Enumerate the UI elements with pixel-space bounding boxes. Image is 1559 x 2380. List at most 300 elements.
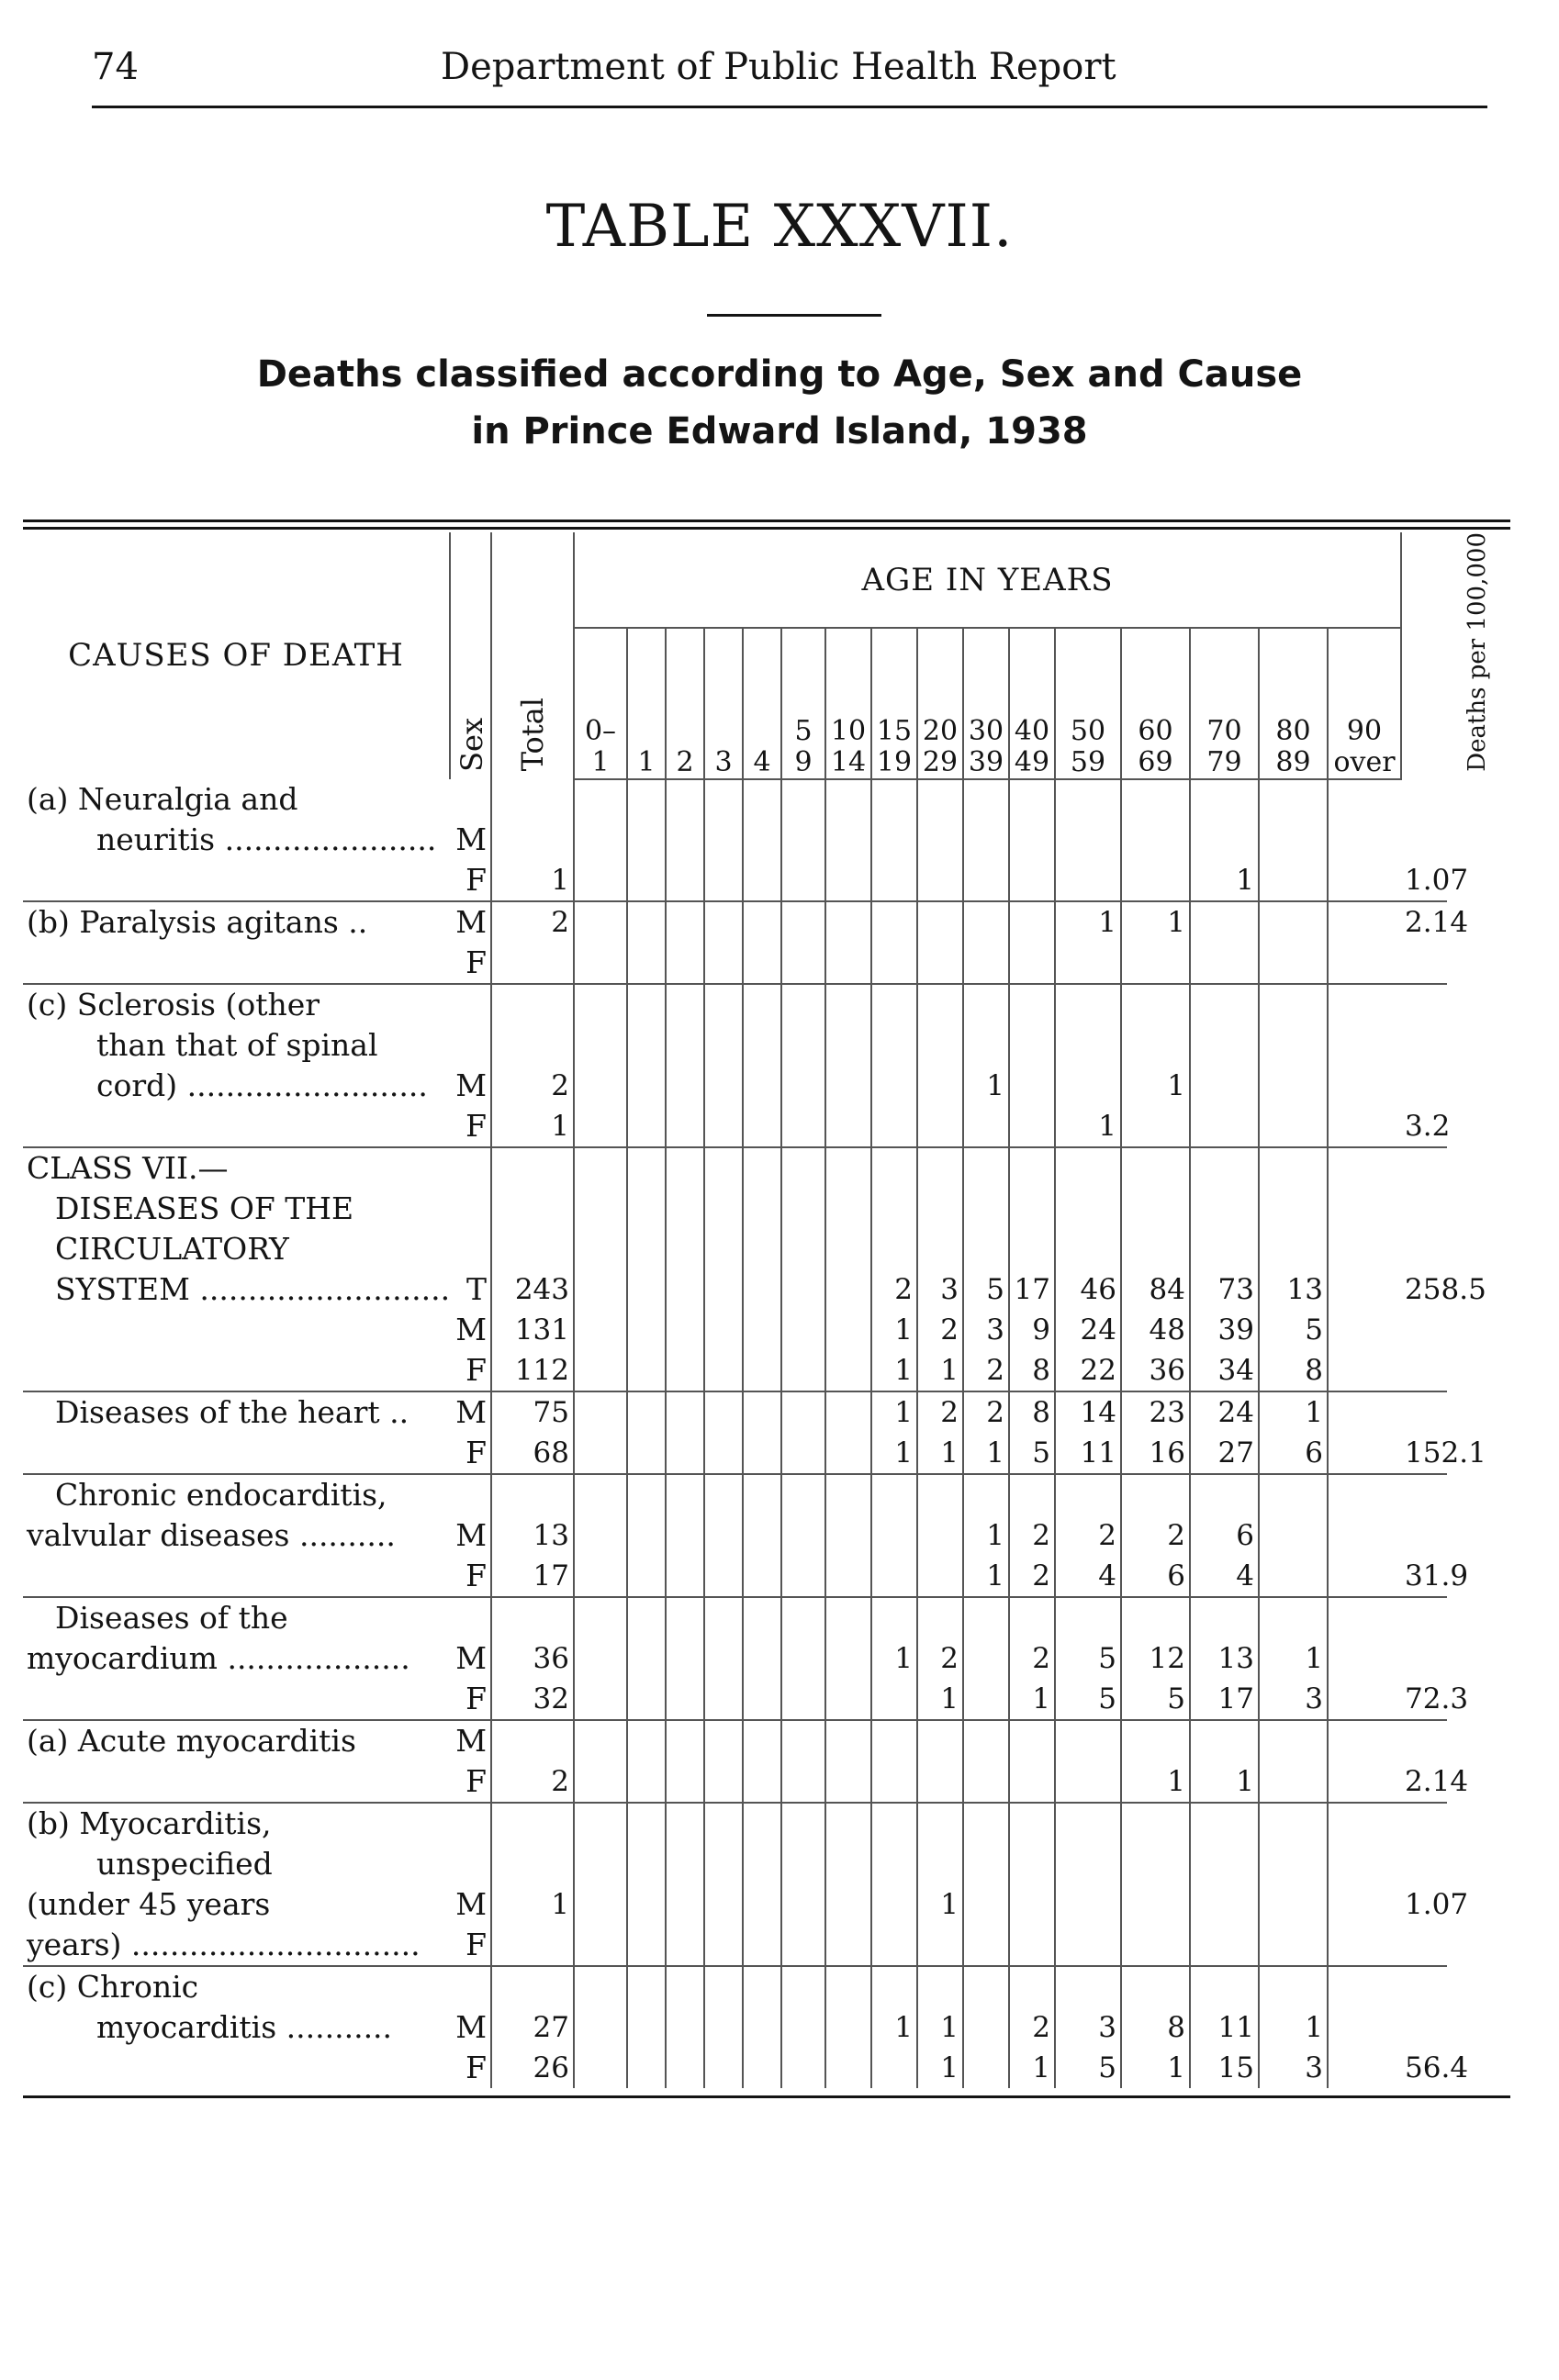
age-count-cell: 6 xyxy=(1190,1515,1259,1556)
table-row xyxy=(23,1966,1552,2007)
age-count-cell: 15 xyxy=(1190,2048,1259,2088)
age-count-cell xyxy=(825,1310,871,1350)
age-count-cell xyxy=(825,1597,871,1638)
rate-cell xyxy=(1401,1310,1447,1350)
age-count-cell xyxy=(666,1679,704,1720)
total-cell xyxy=(491,820,574,860)
age-count-cell xyxy=(1328,984,1401,1025)
cause-of-death: unspecified xyxy=(96,1845,273,1882)
age-count-cell: 27 xyxy=(1190,1433,1259,1474)
table-row xyxy=(23,901,1552,943)
age-count-cell xyxy=(1259,1966,1328,2007)
age-count-cell xyxy=(871,1925,917,1966)
table-row xyxy=(23,1229,1552,1269)
sex-cell xyxy=(450,1025,491,1066)
age-count-cell xyxy=(743,1474,781,1515)
table-row xyxy=(23,1433,1552,1474)
age-count-cell xyxy=(627,1966,666,2007)
age-count-cell: 22 xyxy=(1055,1350,1121,1391)
table-row xyxy=(23,1025,1552,1066)
age-count-cell: 1 xyxy=(917,2007,963,2048)
age-count-cell xyxy=(871,860,917,901)
age-count-cell xyxy=(781,1720,825,1761)
age-count-cell xyxy=(1009,901,1055,943)
age-count-cell xyxy=(1009,820,1055,860)
sex-cell: F xyxy=(450,1925,491,1966)
total-cell xyxy=(491,984,574,1025)
age-count-cell: 2 xyxy=(963,1391,1009,1433)
total-cell xyxy=(491,1720,574,1761)
rate-cell xyxy=(1401,1350,1447,1391)
age-count-cell: 1 xyxy=(917,2048,963,2088)
age-count-cell xyxy=(666,1391,704,1433)
age-count-cell xyxy=(1328,1310,1401,1350)
age-count-cell: 1 xyxy=(871,1638,917,1679)
table-row xyxy=(23,1761,1552,1803)
cause-of-death: (b) Myocarditis, xyxy=(27,1805,272,1841)
age-count-cell xyxy=(963,1474,1009,1515)
sex-cell: M xyxy=(455,903,487,940)
cause-of-death: (under 45 years xyxy=(27,1885,271,1922)
age-count-cell xyxy=(781,1391,825,1433)
age-count-cell xyxy=(666,1884,704,1925)
rate-cell xyxy=(1401,1189,1447,1229)
table-row xyxy=(23,2048,1552,2088)
table-row xyxy=(23,1720,1552,1761)
rate-cell xyxy=(1401,1844,1447,1884)
age-count-cell xyxy=(704,860,743,901)
age-count-cell xyxy=(1259,1720,1328,1761)
age-count-cell xyxy=(963,1679,1009,1720)
age-count-cell xyxy=(704,1269,743,1310)
table-row xyxy=(23,1679,1552,1720)
age-count-cell: 4 xyxy=(1055,1556,1121,1597)
age-group-start: 5 xyxy=(794,714,813,747)
age-count-cell xyxy=(825,1025,871,1066)
age-count-cell xyxy=(1121,1884,1190,1925)
age-count-cell: 1 xyxy=(917,1679,963,1720)
age-count-cell xyxy=(963,901,1009,943)
rate-cell xyxy=(1401,1229,1447,1269)
sex-cell: M xyxy=(455,2008,487,2045)
age-count-cell xyxy=(871,1803,917,1844)
age-count-cell: 1 xyxy=(1121,901,1190,943)
age-count-cell xyxy=(781,1433,825,1474)
age-count-cell xyxy=(917,1229,963,1269)
rate-cell: 72.3 xyxy=(1401,1679,1447,1720)
age-count-cell xyxy=(574,1474,627,1515)
age-count-cell xyxy=(1259,1066,1328,1106)
age-count-cell xyxy=(1328,1884,1401,1925)
age-count-cell xyxy=(917,1761,963,1803)
age-count-cell xyxy=(666,2007,704,2048)
rate-cell xyxy=(1401,1391,1447,1433)
total-cell: 131 xyxy=(491,1310,574,1350)
rate-cell xyxy=(1401,984,1447,1025)
age-count-cell xyxy=(825,1350,871,1391)
cause-of-death: CLASS VII.— xyxy=(27,1149,229,1186)
age-count-cell xyxy=(574,943,627,984)
age-count-cell: 2 xyxy=(1009,2007,1055,2048)
age-count-cell xyxy=(871,1025,917,1066)
table-row xyxy=(23,1066,1552,1106)
age-count-cell xyxy=(781,1025,825,1066)
age-count-cell xyxy=(627,1556,666,1597)
table-row xyxy=(23,1350,1552,1391)
sex-cell xyxy=(450,1844,491,1884)
age-count-cell: 8 xyxy=(1009,1350,1055,1391)
age-count-cell xyxy=(1328,1350,1401,1391)
age-count-cell xyxy=(1328,1556,1401,1597)
age-count-cell xyxy=(1328,1474,1401,1515)
total-cell: 32 xyxy=(491,1679,574,1720)
age-count-cell xyxy=(666,1189,704,1229)
age-count-cell: 2 xyxy=(1009,1515,1055,1556)
age-count-cell xyxy=(666,860,704,901)
age-count-cell xyxy=(963,1966,1009,2007)
age-count-cell xyxy=(574,1803,627,1844)
age-count-cell xyxy=(704,2007,743,2048)
age-count-cell: 8 xyxy=(1009,1391,1055,1433)
rate-cell: 1.07 xyxy=(1405,1887,1469,1921)
age-count-cell: 17 xyxy=(1009,1269,1055,1310)
age-count-cell xyxy=(917,860,963,901)
age-group-end: 79 xyxy=(1206,745,1242,778)
sex-cell: M xyxy=(455,1311,487,1347)
age-count-cell xyxy=(574,1515,627,1556)
age-count-cell xyxy=(743,1761,781,1803)
age-count-cell xyxy=(704,1515,743,1556)
age-count-cell: 2 xyxy=(1009,1638,1055,1679)
age-count-cell xyxy=(871,1229,917,1269)
age-count-cell xyxy=(781,1803,825,1844)
age-count-cell xyxy=(781,1515,825,1556)
sex-cell: M xyxy=(455,1885,487,1922)
cause-of-death: (a) Neuralgia and xyxy=(27,780,298,817)
age-group-start: 90 xyxy=(1346,714,1383,747)
age-count-cell xyxy=(1259,1189,1328,1229)
age-count-cell xyxy=(743,1966,781,2007)
age-count-cell xyxy=(917,1515,963,1556)
age-count-cell: 5 xyxy=(1259,1310,1328,1350)
age-count-cell xyxy=(1121,1597,1190,1638)
age-count-cell xyxy=(666,943,704,984)
age-count-cell xyxy=(666,1597,704,1638)
age-count-cell: 12 xyxy=(1121,1638,1190,1679)
sex-cell: M xyxy=(455,1639,487,1676)
age-count-cell xyxy=(781,943,825,984)
age-count-cell xyxy=(743,984,781,1025)
age-count-cell xyxy=(871,943,917,984)
age-count-cell xyxy=(704,1310,743,1350)
age-count-cell xyxy=(1121,860,1190,901)
cause-of-death: myocarditis ........... xyxy=(96,2008,393,2045)
age-count-cell xyxy=(1328,860,1401,901)
age-count-cell xyxy=(1190,1189,1259,1229)
age-count-cell xyxy=(963,1803,1009,1844)
age-count-cell xyxy=(666,1803,704,1844)
age-count-cell: 1 xyxy=(871,1433,917,1474)
age-count-cell xyxy=(1259,1761,1328,1803)
age-count-cell xyxy=(963,860,1009,901)
age-count-cell xyxy=(627,1269,666,1310)
age-count-cell xyxy=(781,1474,825,1515)
age-count-cell: 2 xyxy=(917,1391,963,1433)
age-count-cell xyxy=(666,1966,704,2007)
age-count-cell xyxy=(1328,1391,1401,1433)
age-count-cell xyxy=(1121,1229,1190,1269)
age-group-start: 80 xyxy=(1275,714,1311,747)
age-count-cell xyxy=(1121,1925,1190,1966)
age-count-cell: 4 xyxy=(1190,1556,1259,1597)
age-count-cell xyxy=(1259,1147,1328,1189)
cause-of-death: neuritis ...................... xyxy=(96,821,437,857)
sex-cell xyxy=(450,779,491,820)
age-count-cell xyxy=(781,1147,825,1189)
age-count-cell xyxy=(574,1350,627,1391)
cause-of-death: (b) Paralysis agitans .. xyxy=(27,903,368,940)
age-count-cell xyxy=(917,1720,963,1761)
total-cell: 36 xyxy=(491,1638,574,1679)
age-count-cell xyxy=(627,1720,666,1761)
cause-of-death xyxy=(23,1106,450,1147)
age-count-cell: 1 xyxy=(1121,1761,1190,1803)
age-count-cell xyxy=(743,1844,781,1884)
age-count-cell xyxy=(781,1310,825,1350)
age-count-cell xyxy=(917,901,963,943)
sex-cell: T xyxy=(465,1270,487,1307)
age-count-cell xyxy=(666,1638,704,1679)
sex-cell: F xyxy=(465,2049,487,2085)
age-count-cell xyxy=(743,820,781,860)
age-count-cell xyxy=(1328,1761,1401,1803)
age-count-cell xyxy=(574,1391,627,1433)
age-count-cell xyxy=(743,1597,781,1638)
rate-cell: 2.14 xyxy=(1405,905,1469,939)
age-count-cell xyxy=(1190,1474,1259,1515)
age-count-cell xyxy=(917,1597,963,1638)
age-count-cell xyxy=(1190,1720,1259,1761)
age-count-cell xyxy=(1009,1106,1055,1147)
table-row xyxy=(23,1147,1552,1189)
age-count-cell xyxy=(704,1474,743,1515)
age-count-cell: 1 xyxy=(871,1350,917,1391)
age-count-cell xyxy=(1121,984,1190,1025)
sex-cell: M xyxy=(455,821,487,857)
rate-cell: 3.2 xyxy=(1401,1106,1447,1147)
cause-of-death: SYSTEM .......................... xyxy=(55,1270,451,1307)
age-count-cell xyxy=(1009,1229,1055,1269)
age-count-cell xyxy=(1121,1106,1190,1147)
rate-cell xyxy=(1401,1066,1447,1106)
age-count-cell xyxy=(704,820,743,860)
age-count-cell xyxy=(743,1638,781,1679)
age-count-cell xyxy=(704,1638,743,1679)
table-bottom-rule xyxy=(23,2095,1510,2098)
age-count-cell xyxy=(666,1066,704,1106)
age-count-cell xyxy=(781,1556,825,1597)
age-count-cell xyxy=(917,1066,963,1106)
age-count-cell xyxy=(743,1925,781,1966)
age-group-start: 10 xyxy=(830,714,867,747)
age-count-cell xyxy=(1055,779,1121,820)
table-row xyxy=(23,1515,1552,1556)
age-count-cell xyxy=(574,1147,627,1189)
age-count-cell xyxy=(1259,1844,1328,1884)
age-count-cell xyxy=(574,779,627,820)
age-count-cell xyxy=(666,1350,704,1391)
age-count-cell: 2 xyxy=(1009,1556,1055,1597)
age-count-cell: 1 xyxy=(917,1433,963,1474)
age-count-cell xyxy=(743,1803,781,1844)
age-count-cell xyxy=(1328,901,1401,943)
age-count-cell xyxy=(1259,984,1328,1025)
sex-cell xyxy=(450,1966,491,2007)
rate-cell: 258.5 xyxy=(1405,1272,1486,1306)
title-rule xyxy=(707,314,881,317)
age-count-cell xyxy=(743,1720,781,1761)
age-count-cell: 5 xyxy=(1009,1433,1055,1474)
age-count-cell xyxy=(1009,1025,1055,1066)
age-count-cell xyxy=(666,1433,704,1474)
rate-cell xyxy=(1401,1638,1447,1679)
age-group-header xyxy=(743,628,781,779)
age-count-cell xyxy=(871,779,917,820)
age-count-cell xyxy=(666,1147,704,1189)
age-count-cell xyxy=(1055,860,1121,901)
age-count-cell xyxy=(1009,1066,1055,1106)
total-cell: 1 xyxy=(491,860,574,901)
age-count-cell xyxy=(1190,779,1259,820)
age-count-cell xyxy=(781,1189,825,1229)
age-count-cell: 2 xyxy=(963,1350,1009,1391)
sex-cell xyxy=(450,1597,491,1638)
age-group-start: 50 xyxy=(1070,714,1106,747)
age-group-header xyxy=(1259,628,1328,779)
age-count-cell xyxy=(871,1147,917,1189)
age-count-cell xyxy=(627,1229,666,1269)
age-count-cell: 1 xyxy=(917,1884,963,1925)
age-count-cell xyxy=(627,1066,666,1106)
rate-cell xyxy=(1401,1803,1447,1844)
age-count-cell xyxy=(574,1844,627,1884)
age-count-cell: 1 xyxy=(963,1556,1009,1597)
cause-of-death xyxy=(23,1433,450,1474)
age-count-cell xyxy=(627,1761,666,1803)
age-count-cell xyxy=(871,1474,917,1515)
age-count-cell xyxy=(704,1925,743,1966)
age-group-header xyxy=(666,628,704,779)
age-count-cell xyxy=(1121,1189,1190,1229)
total-cell: 1 xyxy=(491,1884,574,1925)
age-count-cell xyxy=(871,984,917,1025)
age-count-cell xyxy=(825,1556,871,1597)
age-count-cell xyxy=(871,1597,917,1638)
rate-cell xyxy=(1401,1720,1447,1761)
table-subtitle-line2: in Prince Edward Island, 1938 xyxy=(471,410,1088,453)
table-row xyxy=(23,1884,1552,1925)
age-group-start: 20 xyxy=(922,714,959,747)
table-row xyxy=(23,943,1552,984)
age-count-cell xyxy=(871,1066,917,1106)
table-row xyxy=(23,1189,1552,1229)
age-count-cell xyxy=(743,1350,781,1391)
table-row xyxy=(23,1391,1552,1433)
age-count-cell xyxy=(743,901,781,943)
age-count-cell xyxy=(627,1106,666,1147)
age-count-cell xyxy=(963,943,1009,984)
age-count-cell xyxy=(743,1515,781,1556)
age-count-cell xyxy=(627,943,666,984)
age-count-cell xyxy=(743,1884,781,1925)
age-count-cell: 1 xyxy=(1055,1106,1121,1147)
age-count-cell xyxy=(917,943,963,984)
age-count-cell xyxy=(1328,1433,1401,1474)
age-group-end: 1 xyxy=(637,745,656,778)
age-count-cell: 2 xyxy=(917,1310,963,1350)
total-cell: 17 xyxy=(491,1556,574,1597)
age-count-cell xyxy=(917,1925,963,1966)
sex-cell: M xyxy=(455,1393,487,1430)
age-count-cell xyxy=(704,1966,743,2007)
age-count-cell: 84 xyxy=(1121,1269,1190,1310)
age-count-cell xyxy=(704,2048,743,2088)
age-count-cell xyxy=(1009,1761,1055,1803)
age-count-cell: 1 xyxy=(963,1433,1009,1474)
age-count-cell xyxy=(666,820,704,860)
age-count-cell xyxy=(1328,779,1401,820)
age-count-cell xyxy=(704,1147,743,1189)
age-count-cell xyxy=(825,1066,871,1106)
age-count-cell xyxy=(781,1597,825,1638)
total-cell xyxy=(491,1229,574,1269)
total-cell xyxy=(491,1147,574,1189)
sex-cell: F xyxy=(450,1679,491,1720)
age-count-cell xyxy=(666,1720,704,1761)
total-cell: 2 xyxy=(491,901,574,943)
age-count-cell xyxy=(574,860,627,901)
age-count-cell: 9 xyxy=(1009,1310,1055,1350)
age-count-cell: 5 xyxy=(1121,1679,1190,1720)
table-row xyxy=(23,1310,1552,1350)
rate-cell xyxy=(1401,943,1447,984)
table-row xyxy=(23,1269,1552,1310)
age-group-end: 69 xyxy=(1138,745,1173,778)
sex-cell xyxy=(450,1474,491,1515)
page-number: 74 xyxy=(92,46,139,88)
age-count-cell xyxy=(666,984,704,1025)
age-count-cell: 1 xyxy=(871,1310,917,1350)
age-count-cell xyxy=(963,1884,1009,1925)
age-count-cell xyxy=(574,1966,627,2007)
age-count-cell xyxy=(825,1884,871,1925)
rate-cell xyxy=(1401,1925,1447,1966)
age-count-cell xyxy=(825,2048,871,2088)
age-count-cell xyxy=(1121,1025,1190,1066)
age-count-cell xyxy=(1328,1515,1401,1556)
age-count-cell xyxy=(627,984,666,1025)
age-count-cell xyxy=(1121,1147,1190,1189)
age-count-cell xyxy=(1190,901,1259,943)
table-row xyxy=(23,779,1552,820)
age-group-end: 29 xyxy=(922,745,959,778)
age-group-end: 19 xyxy=(876,745,913,778)
age-count-cell xyxy=(704,1025,743,1066)
age-count-cell xyxy=(963,1720,1009,1761)
age-count-cell xyxy=(1121,943,1190,984)
age-group-end: 2 xyxy=(676,745,694,778)
cause-of-death xyxy=(23,860,450,901)
